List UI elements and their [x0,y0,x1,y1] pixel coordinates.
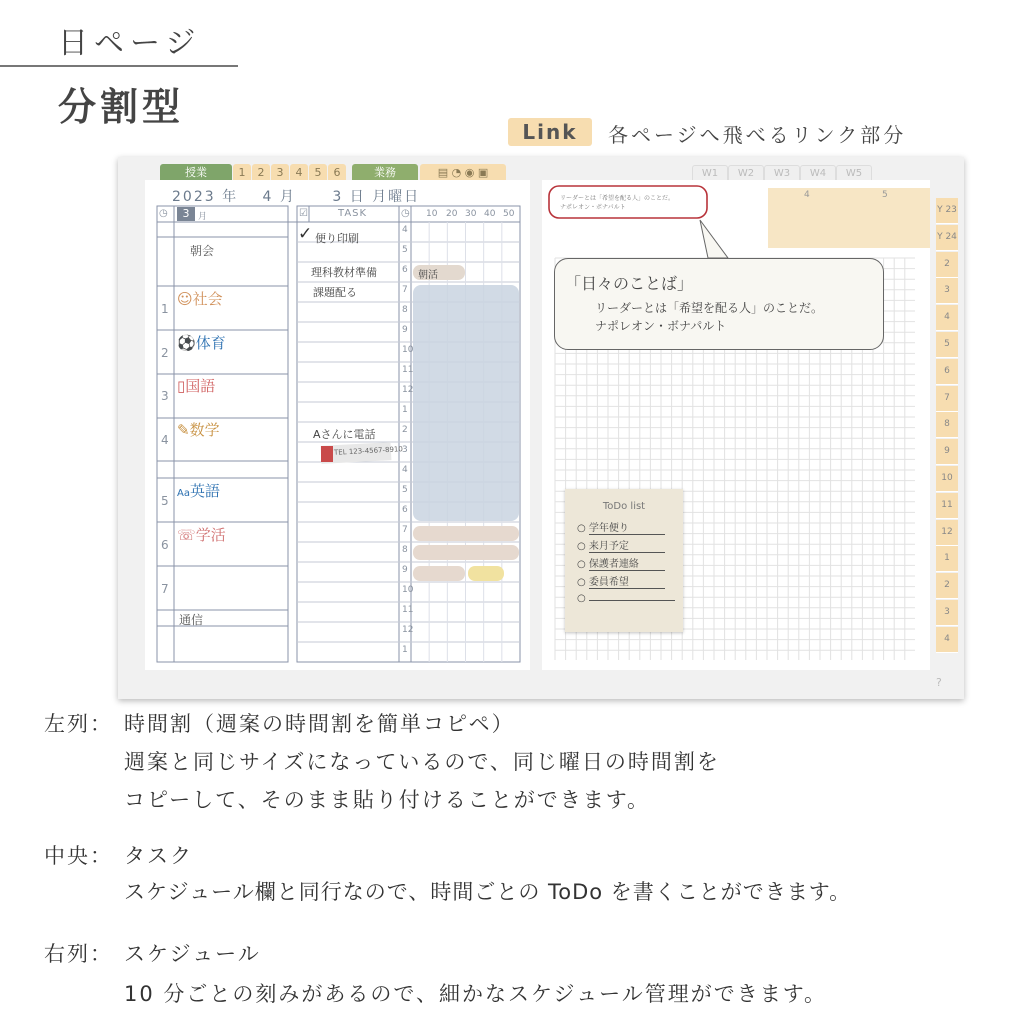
hour-label: 1 [402,405,408,415]
subject-class-activity[interactable]: ☏学活 [177,526,226,544]
sticky-tel: TEL 123-4567-8910 [333,445,404,457]
todo-item[interactable]: ○ 保護者連絡 [577,555,665,571]
index-tab[interactable]: 5 [936,332,958,358]
subject-social[interactable]: ☺社会 [177,290,223,308]
hour-label: 9 [402,325,408,335]
hour-label: 4 [402,225,408,235]
task-item[interactable]: 便り印刷 [315,232,359,245]
todo-item[interactable]: ○ [577,593,675,604]
subject-english[interactable]: Aa英語 [177,482,220,500]
index-tab[interactable]: 4 [936,305,958,331]
minute-label: 50 [503,209,515,219]
desc-right-title: スケジュール [124,942,261,966]
minute-label: 20 [446,209,458,219]
link-description: 各ページへ飛べるリンク部分 [608,123,907,147]
mini-quote[interactable] [560,194,674,212]
quote-line2: ナポレオン・ボナパルト [595,319,727,333]
link-tag: Link [508,118,592,146]
todo-item[interactable]: ○ 学年便り [577,519,665,535]
desc-center-title: タスク [124,844,193,868]
desc-left-line2: コピーして、そのまま貼り付けることができます。 [124,788,651,812]
todo-title: ToDo list [602,501,646,512]
hour-label: 9 [402,565,408,575]
hour-label: 7 [402,525,408,535]
tab-period-2[interactable]: 2 [252,164,270,182]
index-tab[interactable]: 12 [936,520,958,546]
date-year: 2023 年 [172,189,239,205]
desc-center-label: 中央： [44,844,113,868]
task-item[interactable]: 課題配る [313,286,357,299]
index-tab[interactable]: Y 24 [936,225,958,251]
english-icon: Aa [177,488,190,499]
hour-label: 2 [402,425,408,435]
quote-line1: リーダーとは「希望を配る人」のことだ。 [595,301,824,315]
morning-meeting: 朝会 [190,244,215,258]
period-number: 4 [161,433,169,447]
period-number: 3 [161,389,169,403]
index-tab[interactable]: 2 [936,252,958,278]
minute-label: 40 [484,209,496,219]
period-number: 5 [161,494,169,508]
mini-calendar-month-a: 4 [804,190,810,200]
subject-math[interactable]: ✎数学 [177,421,220,439]
mini-calendar-month-b: 5 [882,190,888,200]
hour-label: 6 [402,265,408,275]
chat-icon: ☏ [177,526,196,544]
tab-period-4[interactable]: 4 [290,164,308,182]
minute-label: 30 [465,209,477,219]
todo-item[interactable]: ○ 来月予定 [577,537,665,553]
index-tab[interactable]: 6 [936,359,958,385]
index-tab[interactable]: Y 23 [936,198,958,224]
index-tab[interactable]: 11 [936,493,958,519]
hour-label: 4 [402,465,408,475]
hour-label: 6 [402,505,408,515]
period-number: 6 [161,538,169,552]
check-mark-icon: ✓ [298,224,313,244]
tab-week-3[interactable]: W3 [764,165,800,182]
hour-label: 10 [402,585,414,595]
hour-label: 11 [402,365,414,375]
index-tab[interactable]: 8 [936,412,958,438]
hour-label: 8 [402,305,408,315]
subject-japanese[interactable]: ▯国語 [177,377,216,395]
todo-item[interactable]: ○ 委員希望 [577,573,665,589]
todo-sticky-note [565,489,683,632]
tab-period-3[interactable]: 3 [271,164,289,182]
desc-center-line1: スケジュール欄と同行なので、時間ごとの ToDo を書くことができます。 [124,880,852,904]
clock-icon: ◷ [159,208,168,219]
hour-label: 3 [402,445,408,455]
hour-label: 12 [402,625,414,635]
index-tab[interactable]: 10 [936,466,958,492]
tab-icons[interactable]: ▤ ◔ ◉ ▣ [420,164,506,182]
page-title: 日ページ [58,26,202,61]
desc-left-label: 左列： [44,712,113,736]
hour-label: 12 [402,385,414,395]
tab-week-2[interactable]: W2 [728,165,764,182]
subject-pe[interactable]: ⚽体育 [177,334,226,352]
schedule-clock-icon: ◷ [401,208,410,219]
mini-quote-line2: ナポレオン・ボナパルト [560,204,626,211]
mini-quote-line1: リーダーとは「希望を配る人」のことだ。 [560,195,675,202]
mini-calendar[interactable] [768,188,930,248]
pencil-icon: ✎ [177,421,190,439]
task-item[interactable]: 理科教材準備 [311,266,377,279]
tab-class-label: 授業 [185,166,207,179]
index-tab[interactable]: 2 [936,573,958,599]
hour-label: 10 [402,345,414,355]
period-number: 7 [161,582,169,596]
date-month: 4 月 [262,189,296,205]
help-icon[interactable]: ? [936,676,942,689]
notes-label: 通信 [179,613,204,627]
index-tab[interactable]: 3 [936,278,958,304]
desc-right-line1: 10 分ごとの刻みがあるので、細かなスケジュール管理ができます。 [124,982,828,1006]
globe-icon: ☺ [177,290,193,308]
index-tab[interactable]: 4 [936,627,958,653]
date-day: 3 日 月曜日 [332,189,421,205]
header-day-unit: 月 [198,212,208,222]
hour-label: 11 [402,605,414,615]
checkbox-icon: ☑ [299,208,308,219]
hour-label: 5 [402,485,408,495]
quote-bubble [554,258,884,350]
tab-period-6[interactable]: 6 [328,164,346,182]
desc-left-title: 時間割（週案の時間割を簡単コピペ） [124,712,515,736]
period-number: 2 [161,346,169,360]
task-item[interactable]: Aさんに電話 [313,428,376,441]
index-tab[interactable]: 1 [936,546,958,572]
hour-label: 7 [402,285,408,295]
ball-icon: ⚽ [177,334,196,352]
event-morning-activity[interactable]: 朝活 [418,270,438,281]
task-header: TASK [338,208,368,219]
period-number: 1 [161,302,169,316]
desc-right-label: 右列： [44,942,113,966]
header-day-number: 3 [177,207,195,221]
hour-label: 1 [402,645,408,655]
tab-week-4[interactable]: W4 [800,165,836,182]
tab-period-5[interactable]: 5 [309,164,327,182]
book-icon: ▯ [177,377,186,395]
tab-week-1[interactable]: W1 [692,165,728,182]
hour-label: 5 [402,245,408,255]
tab-work-label: 業務 [374,166,396,179]
tab-week-5[interactable]: W5 [836,165,872,182]
index-tab[interactable]: 7 [936,386,958,412]
tab-period-1[interactable]: 1 [233,164,251,182]
index-tab[interactable]: 9 [936,439,958,465]
minute-label: 10 [426,209,438,219]
page-subtitle: 分割型 [58,85,185,129]
quote-title: 「日々のことば」 [565,274,694,293]
hour-label: 8 [402,545,408,555]
desc-left-line1: 週案と同じサイズになっているので、同じ曜日の時間割を [124,750,720,774]
index-tab[interactable]: 3 [936,600,958,626]
